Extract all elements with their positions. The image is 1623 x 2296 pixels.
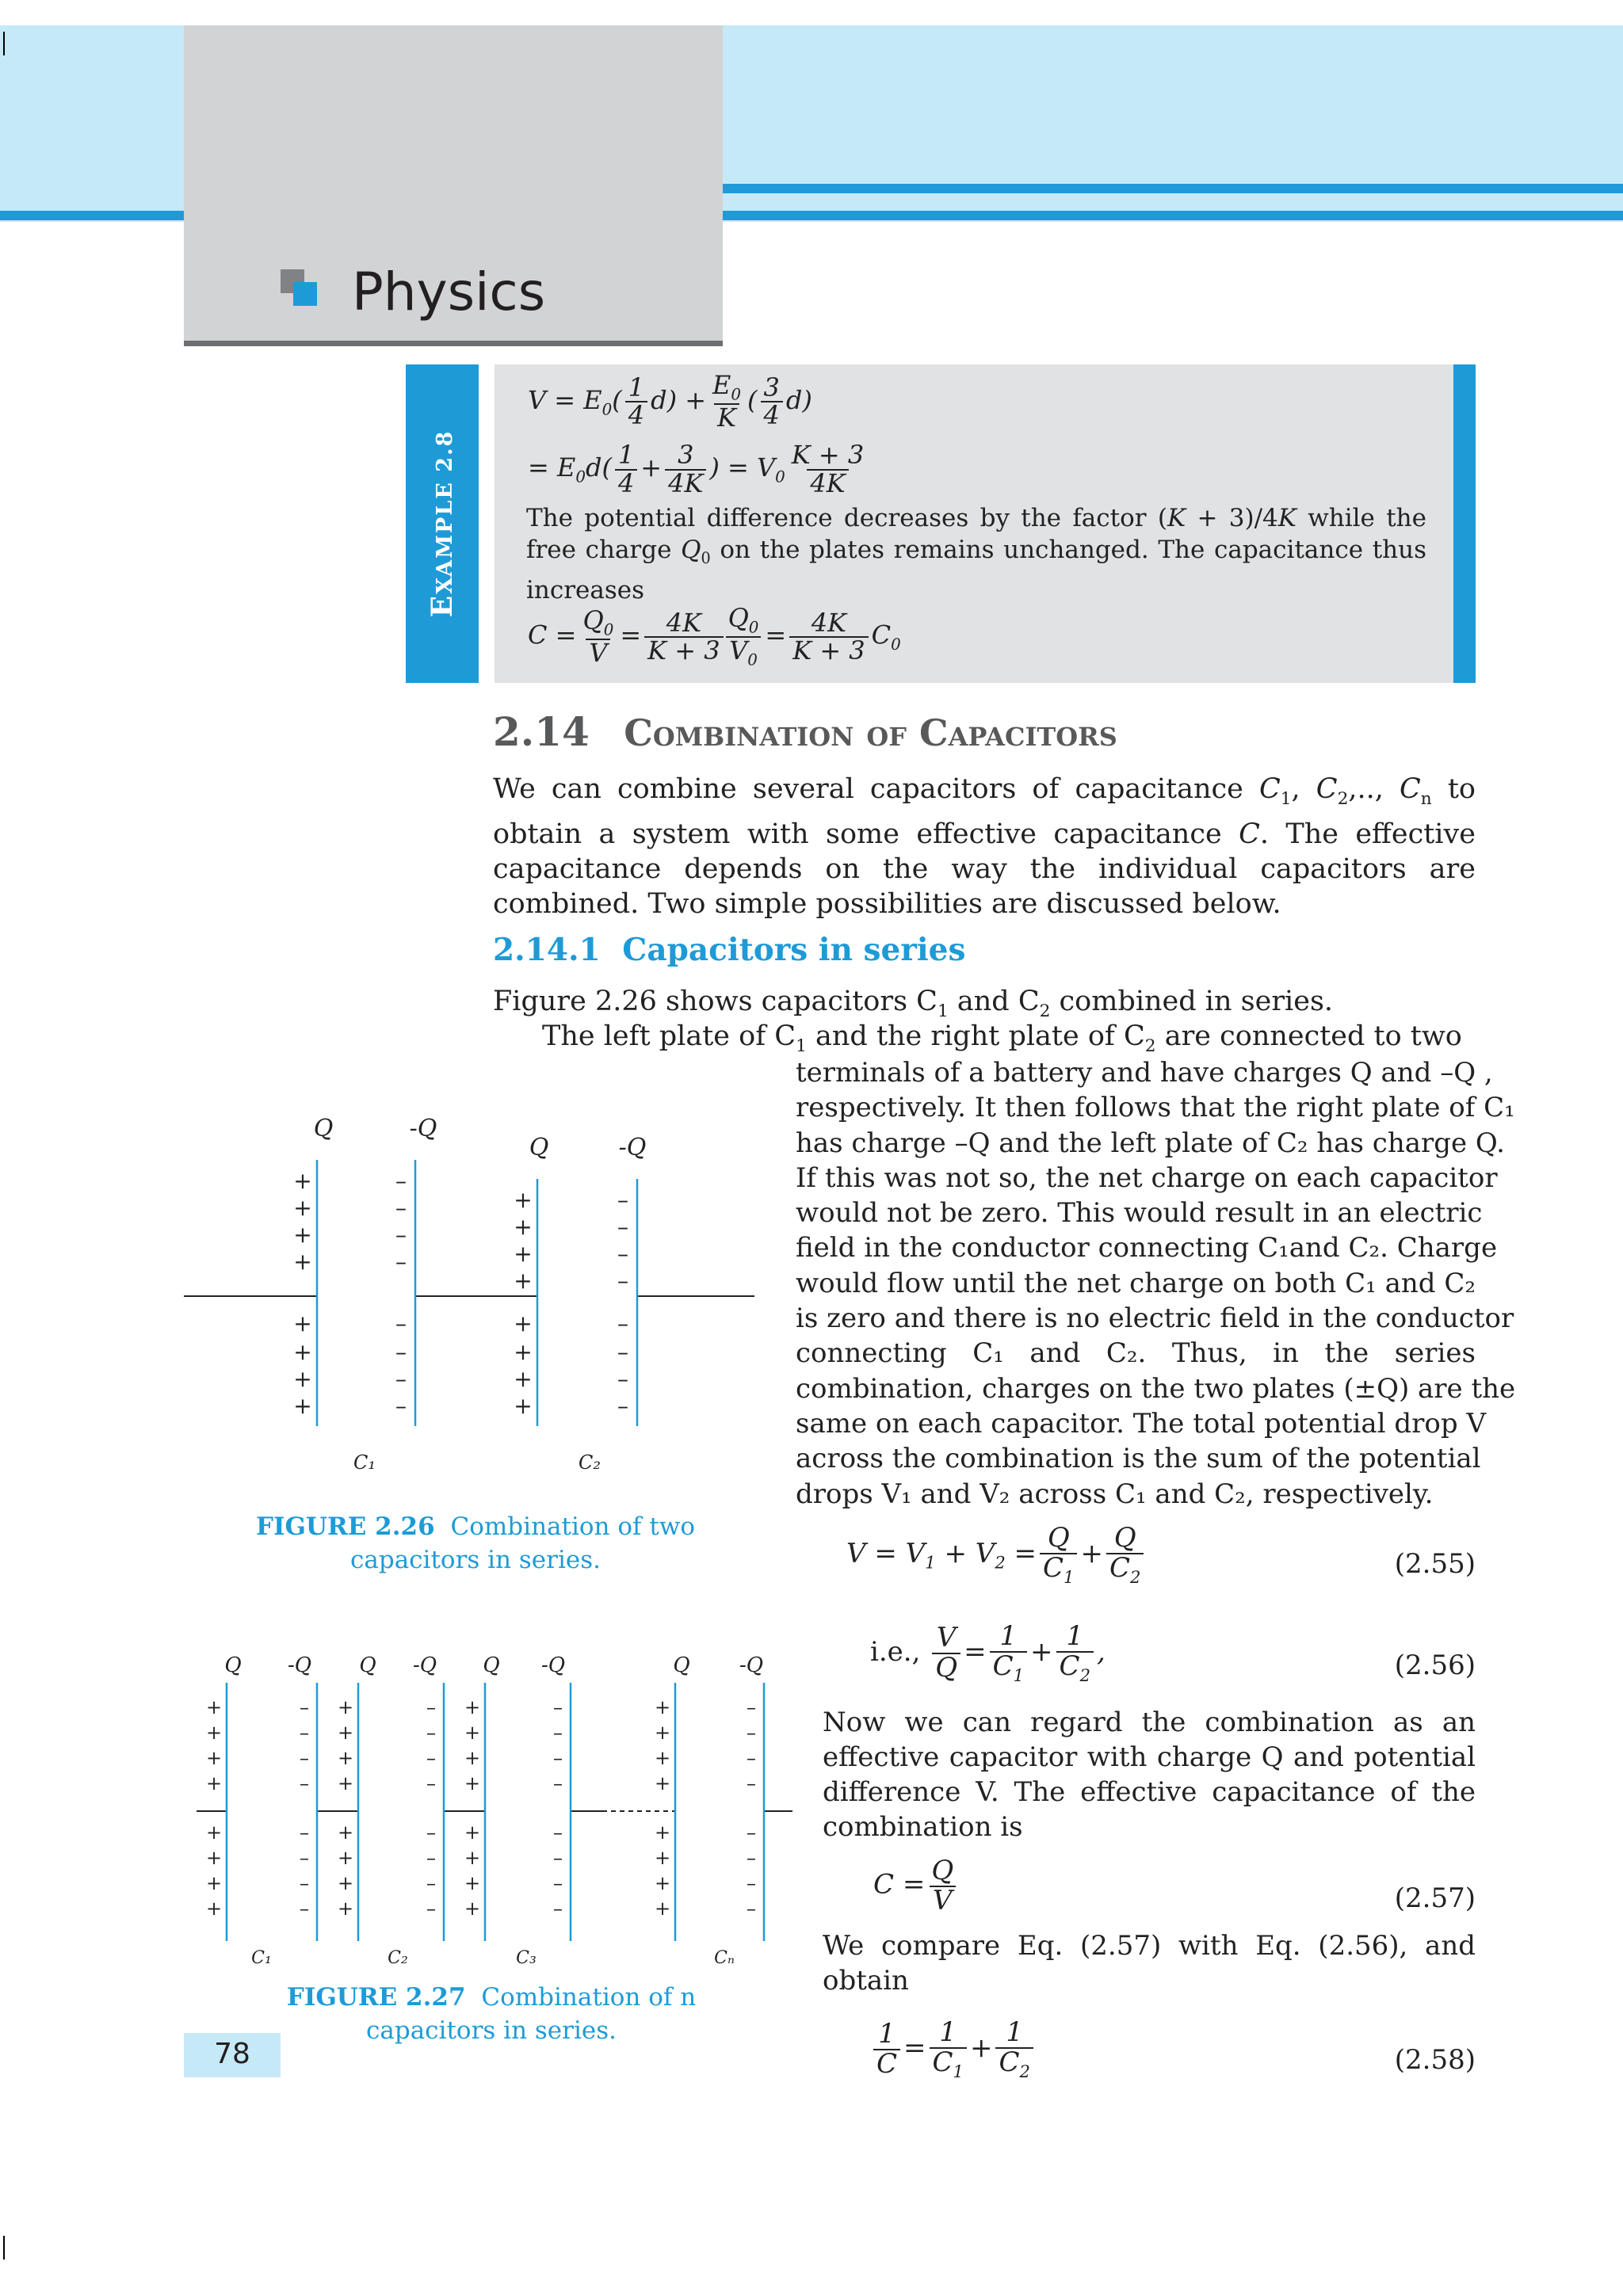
plus-sign: +: [464, 1847, 481, 1869]
figure-2-27-diagram: [182, 1640, 816, 1981]
text-line: We compare Eq. (2.57) with Eq. (2.56), and: [823, 1930, 1476, 1962]
text-line: is zero and there is no electric field in the conductor: [796, 1302, 1514, 1335]
plus-sign: +: [514, 1268, 533, 1294]
plus-sign: +: [205, 1821, 223, 1844]
header-stripe-right-top: [723, 184, 1623, 193]
charge-label: Q: [224, 1653, 242, 1677]
minus-sign: –: [553, 1821, 563, 1844]
text-line: would flow until the net charge on both C₁ and C₂: [796, 1267, 1476, 1299]
plus-sign: +: [337, 1847, 354, 1869]
example-paragraph: The potential difference decreases by the factor (K + 3)/4K while the free charge $Q_0$ on the plates remains unchanged. The capacitance thus increases: [526, 504, 1426, 605]
minus-sign: –: [553, 1847, 563, 1869]
minus-sign: –: [300, 1897, 309, 1920]
minus-sign: –: [426, 1696, 436, 1718]
minus-sign: –: [426, 1872, 436, 1894]
text-line: difference V. The effective capacitance of the: [823, 1776, 1476, 1808]
text-line: connecting C₁ and C₂. Thus, in the series: [796, 1337, 1476, 1370]
minus-sign: –: [553, 1772, 563, 1794]
minus-sign: –: [617, 1241, 628, 1267]
plus-sign: +: [514, 1187, 533, 1213]
plus-sign: +: [337, 1696, 354, 1718]
minus-sign: –: [395, 1366, 407, 1392]
minus-sign: –: [617, 1268, 628, 1294]
minus-sign: –: [395, 1195, 407, 1221]
minus-sign: –: [300, 1821, 309, 1844]
minus-sign: –: [617, 1214, 628, 1240]
plus-sign: +: [205, 1772, 223, 1794]
minus-sign: –: [300, 1772, 309, 1794]
plus-sign: +: [514, 1366, 533, 1392]
equation-2-55: $V = V_1 + V_2$ = $\frac{Q}{C_1}$ + $\frac{Q}{C_2}$ (2.55): [846, 1522, 1476, 1587]
header-stripe-right: [723, 211, 1623, 220]
charge-label: Q: [673, 1653, 690, 1677]
charge-label: Q: [359, 1653, 376, 1677]
plus-sign: +: [654, 1847, 671, 1869]
plus-sign: +: [514, 1241, 533, 1267]
plus-sign: +: [464, 1772, 481, 1794]
minus-sign: –: [395, 1339, 407, 1365]
charge-label: Q: [529, 1134, 549, 1161]
text-line: combination, charges on the two plates (±Q) are the: [796, 1372, 1516, 1405]
plus-sign: +: [205, 1872, 223, 1894]
plus-sign: +: [464, 1897, 481, 1920]
minus-sign: –: [300, 1872, 309, 1894]
capacitor-label: C₁: [353, 1451, 376, 1474]
text-line: Now we can regard the combination as an: [823, 1707, 1476, 1738]
minus-sign: –: [617, 1339, 628, 1365]
minus-sign: –: [300, 1696, 309, 1718]
series-line-1: Figure 2.26 shows capacitors $C_1$ and $C_2$ combined in series.: [493, 986, 1334, 1021]
plus-sign: +: [654, 1872, 671, 1894]
minus-sign: –: [395, 1222, 407, 1248]
charge-label: -Q: [412, 1653, 437, 1677]
plus-sign: +: [293, 1249, 312, 1275]
equation-number: (2.55): [1394, 1548, 1476, 1580]
example-label-tab: [406, 364, 479, 683]
plus-sign: +: [205, 1696, 223, 1718]
section-heading: [493, 708, 1117, 755]
example-box-edge: [1453, 364, 1476, 683]
minus-sign: –: [617, 1393, 628, 1419]
plus-sign: +: [205, 1897, 223, 1920]
plus-sign: +: [464, 1696, 481, 1718]
minus-sign: –: [300, 1747, 309, 1769]
minus-sign: –: [747, 1696, 756, 1718]
plus-sign: +: [337, 1747, 354, 1769]
compare-paragraph: [823, 1928, 1476, 1998]
plus-sign: +: [293, 1222, 312, 1248]
plus-sign: +: [293, 1339, 312, 1365]
plus-sign: +: [205, 1722, 223, 1744]
minus-sign: –: [395, 1310, 407, 1337]
effective-paragraph: [823, 1705, 1476, 1844]
capacitor-label: C₁: [251, 1948, 272, 1968]
plus-sign: +: [654, 1722, 671, 1744]
text-line: terminals of a battery and have charges Q and –Q ,: [796, 1057, 1493, 1089]
plus-sign: +: [464, 1722, 481, 1744]
plus-sign: +: [514, 1339, 533, 1365]
plus-sign: +: [293, 1195, 312, 1221]
text-line: obtain: [823, 1965, 909, 1997]
capacitor-label: Cₙ: [714, 1948, 735, 1968]
equation-2-57: C = $\frac{Q}{V}$ (2.57): [873, 1855, 1476, 1917]
text-line: has charge –Q and the left plate of C₂ has charge Q.: [796, 1127, 1505, 1159]
minus-sign: –: [426, 1897, 436, 1920]
minus-sign: –: [395, 1393, 407, 1419]
plus-sign: +: [464, 1872, 481, 1894]
text-line: would not be zero. This would result in an electric: [796, 1197, 1483, 1230]
figure-2-26-diagram: [174, 1109, 777, 1489]
text-line: respectively. It then follows that the right plate of C₁: [796, 1092, 1515, 1124]
minus-sign: –: [747, 1872, 756, 1894]
page-title: Physics: [352, 261, 546, 322]
minus-sign: –: [747, 1722, 756, 1744]
minus-sign: –: [426, 1821, 436, 1844]
page-number: 78: [214, 2038, 250, 2070]
plus-sign: +: [337, 1772, 354, 1794]
equation-2-56: i.e., $\frac{V}{Q}$ = $\frac{1}{C_1}$ + $\frac{1}{C_2}$ , (2.56): [870, 1620, 1476, 1685]
minus-sign: –: [747, 1897, 756, 1920]
minus-sign: –: [553, 1872, 563, 1894]
plus-sign: +: [205, 1747, 223, 1769]
charge-label: Q: [483, 1653, 500, 1677]
intro-paragraph: We can combine several capacitors of capacitance $C_1$, $C_2$,.., $C_n$ to obtain a system with some effective capacitance C. The effective capacitance depends on the way the individual capacitors are combined. Two simple possibilities are discussed below.: [493, 773, 1476, 920]
plus-sign: +: [293, 1310, 312, 1337]
plus-sign: +: [337, 1897, 354, 1920]
text-line: If this was not so, the net charge on each capacitor: [796, 1161, 1498, 1194]
minus-sign: –: [426, 1722, 436, 1744]
subsection-number: 2.14.1: [493, 932, 601, 968]
plus-sign: +: [514, 1214, 533, 1240]
minus-sign: –: [617, 1366, 628, 1392]
plus-sign: +: [337, 1821, 354, 1844]
plus-sign: +: [654, 1772, 671, 1794]
subsection-title: Capacitors in series: [622, 932, 966, 968]
text-line: combination is: [823, 1811, 1023, 1843]
plus-sign: +: [514, 1310, 533, 1337]
example-equation-2: = $E_0d$( $\frac{1}{4}$ + $\frac{3}{4K}$ ) = $V_0$ $\frac{K + 3}{4K}$: [528, 440, 865, 498]
plus-sign: +: [464, 1821, 481, 1844]
figure-2-26-caption: FIGURE 2.26 Combination of two capacitors in series.: [255, 1512, 696, 1574]
section-number: 2.14: [493, 708, 590, 755]
minus-sign: –: [747, 1747, 756, 1769]
text-line: same on each capacitor. The total potential drop V: [796, 1407, 1487, 1440]
header-stripe-left: [0, 211, 184, 220]
plus-sign: +: [337, 1872, 354, 1894]
plus-sign: +: [654, 1696, 671, 1718]
crop-mark-bottom: [3, 2236, 5, 2260]
charge-label: -Q: [618, 1134, 647, 1161]
minus-sign: –: [300, 1722, 309, 1744]
plus-sign: +: [205, 1847, 223, 1869]
plus-sign: +: [293, 1366, 312, 1392]
minus-sign: –: [553, 1747, 563, 1769]
minus-sign: –: [553, 1722, 563, 1744]
minus-sign: –: [426, 1747, 436, 1769]
charge-label: -Q: [409, 1115, 437, 1142]
minus-sign: –: [395, 1168, 407, 1194]
header-logo-icon-accent: [293, 282, 317, 306]
plus-sign: +: [293, 1168, 312, 1194]
minus-sign: –: [617, 1310, 628, 1337]
minus-sign: –: [553, 1897, 563, 1920]
series-wrapped-paragraph: [796, 1055, 1516, 1512]
minus-sign: –: [747, 1821, 756, 1844]
charge-label: Q: [313, 1115, 334, 1142]
example-equation-1: $V = E_0$( $\frac{1}{4}$ d) + $\frac{E_0}{K}$ ( $\frac{3}{4}$ d): [528, 370, 812, 433]
text-line: field in the conductor connecting C₁and C₂. Charge: [796, 1232, 1498, 1264]
plus-sign: +: [293, 1393, 312, 1419]
equation-number: (2.57): [1394, 1882, 1476, 1914]
minus-sign: –: [617, 1187, 628, 1213]
plus-sign: +: [337, 1722, 354, 1744]
subsection-heading: [493, 932, 965, 968]
plus-sign: +: [464, 1747, 481, 1769]
minus-sign: –: [747, 1847, 756, 1869]
minus-sign: –: [426, 1847, 436, 1869]
example-content: [526, 368, 1426, 678]
capacitor-label: C₂: [388, 1948, 408, 1968]
plus-sign: +: [654, 1821, 671, 1844]
example-label: EXAMPLE 2.8: [426, 429, 459, 618]
plus-sign: +: [514, 1393, 533, 1419]
charge-label: -Q: [287, 1653, 312, 1677]
series-line-2: The left plate of $C_1$ and the right plate of $C_2$ are connected to two: [542, 1020, 1462, 1056]
example-equation-3: C = $\frac{Q_0}{V}$ = $\frac{4K}{K + 3}$ $\frac{Q_0}{V_0}$ = $\frac{4K}{K + 3}$ $C_0$: [528, 603, 901, 669]
minus-sign: –: [395, 1249, 407, 1275]
equation-number: (2.58): [1394, 2044, 1476, 2076]
minus-sign: –: [426, 1772, 436, 1794]
text-line: drops V₁ and V₂ across C₁ and C₂, respectively.: [796, 1478, 1434, 1510]
text-line: across the combination is the sum of the potential: [796, 1443, 1481, 1475]
charge-label: -Q: [540, 1653, 566, 1677]
charge-label: -Q: [739, 1653, 764, 1677]
section-title: Combination of Capacitors: [624, 711, 1117, 754]
capacitor-label: C₃: [516, 1948, 537, 1968]
minus-sign: –: [300, 1847, 309, 1869]
minus-sign: –: [747, 1772, 756, 1794]
crop-mark-top: [3, 32, 5, 55]
equation-2-58: $\frac{1}{C}$ = $\frac{1}{C_1}$ + $\frac{1}{C_2}$ (2.58): [870, 2012, 1476, 2092]
text-line: effective capacitor with charge Q and potential: [823, 1741, 1476, 1773]
capacitor-label: C₂: [579, 1451, 601, 1474]
equation-number: (2.56): [1394, 1650, 1476, 1681]
minus-sign: –: [553, 1696, 563, 1718]
figure-2-27-caption: FIGURE 2.27 Combination of n capacitors in series.: [286, 1983, 697, 2045]
plus-sign: +: [654, 1897, 671, 1920]
plus-sign: +: [654, 1747, 671, 1769]
